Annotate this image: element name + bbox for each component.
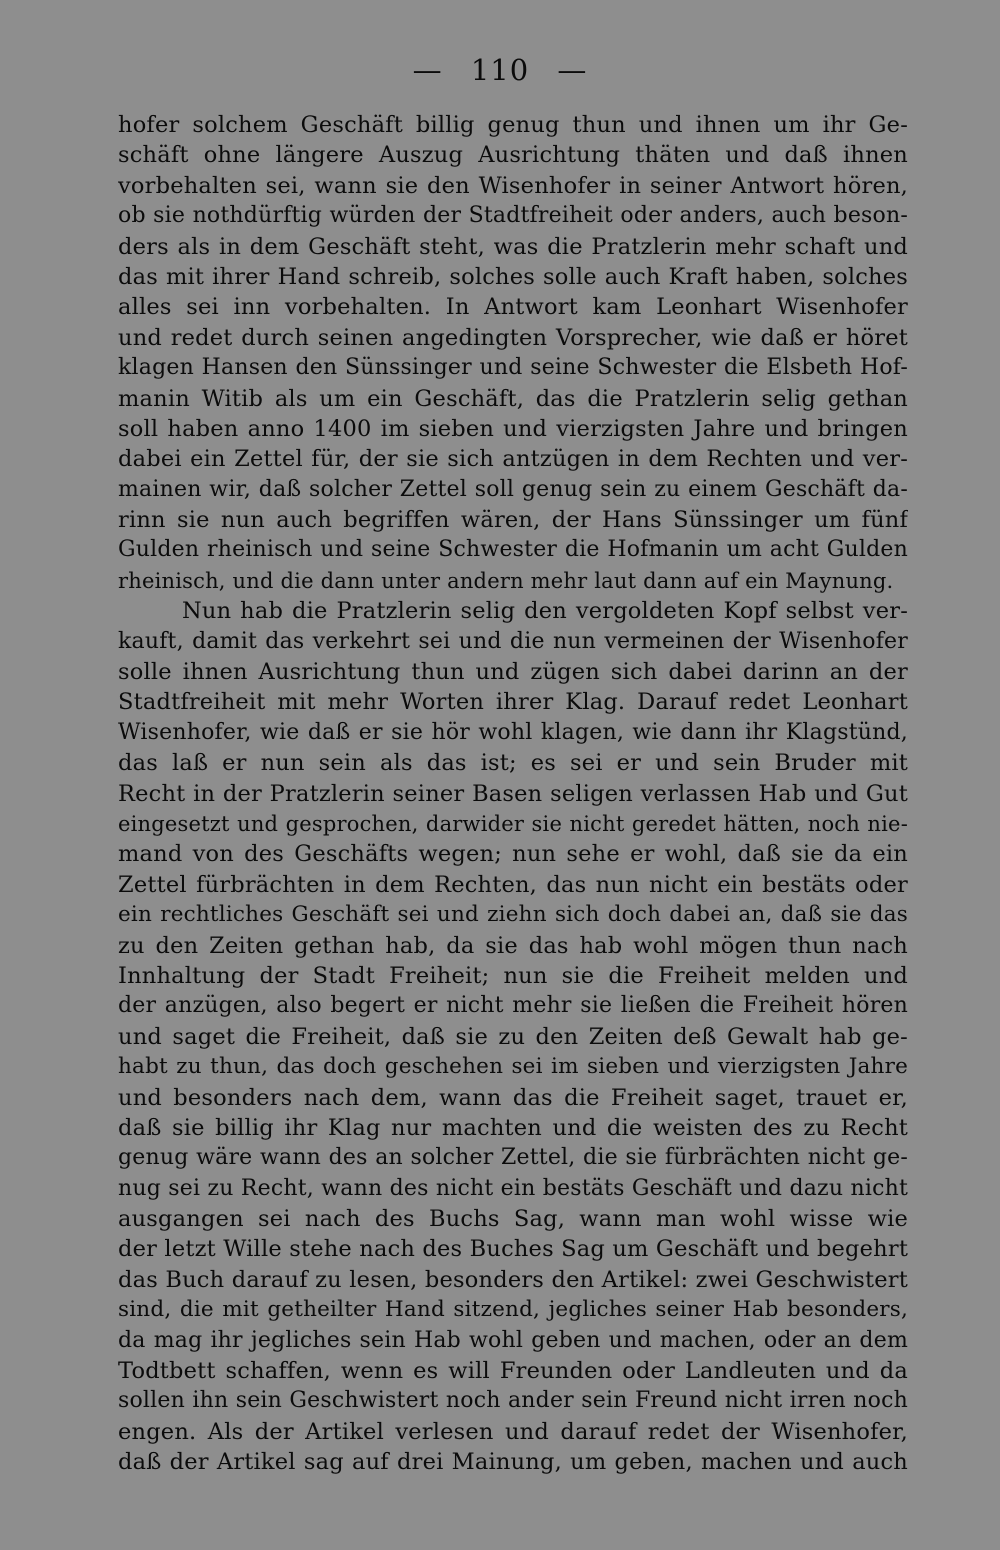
text-line: das laß er nun sein als das ist; es sei er und sein Bruder mit [118,750,908,777]
text-line: Zettel fürbrächten in dem Rechten, das nun nicht ein bestäts oder [118,871,908,898]
text-line: und redet durch seinen angedingten Vorsprecher, wie daß er höret [118,324,908,351]
text-line: und besonders nach dem, wann das die Freiheit saget, trauet er, [118,1084,908,1111]
text-line: ausgangen sei nach des Buchs Sag, wann man wohl wisse wie [118,1206,908,1233]
text-line: schäft ohne längere Auszug Ausrichtung thäten und daß ihnen [118,142,908,169]
text-line: vorbehalten sei, wann sie den Wisenhofer in seiner Antwort hören, [118,172,908,199]
text-line: mainen wir, daß solcher Zettel soll genug sein zu einem Geschäft da- [118,476,908,502]
text-line: ein rechtliches Geschäft sei und ziehn sich doch dabei an, daß sie das [118,902,908,928]
text-line: alles sei inn vorbehalten. In Antwort kam Leonhart Wisenhofer [118,294,908,321]
text-line: der anzügen, also begert er nicht mehr sie ließen die Freiheit hören [118,993,908,1019]
text-line: das mit ihrer Hand schreib, solches solle auch Kraft haben, solches [118,263,908,290]
text-line: nug sei zu Recht, wann des nicht ein bestäts Geschäft und dazu nicht [118,1175,908,1201]
text-line: Innhaltung der Stadt Freiheit; nun sie die Freiheit melden und [118,962,908,989]
text-line: mand von des Geschäfts wegen; nun sehe er wohl, daß sie da ein [118,841,908,868]
page-header [0,50,1000,90]
header-dash-right: — [557,53,588,87]
text-line: Recht in der Pratzlerin seiner Basen seligen verlassen Hab und Gut [118,780,908,807]
text-line: daß der Artikel sag auf drei Mainung, um geben, machen und auch [118,1449,908,1476]
text-line: und saget die Freiheit, daß sie zu den Zeiten deß Gewalt hab ge- [118,1023,908,1050]
text-line: Todtbett schaffen, wenn es will Freunden oder Landleuten und da [118,1358,908,1385]
text-line: kauft, damit das verkehrt sei und die nun vermeinen der Wisenhofer [118,628,908,654]
text-line: Stadtfreiheit mit mehr Worten ihrer Klag. Darauf redet Leonhart [118,689,908,716]
text-line: Gulden rheinisch und seine Schwester die Hofmanin um acht Gulden [118,537,908,563]
text-line: dabei ein Zettel für, der sie sich antzügen in dem Rechten und ver- [118,446,908,473]
text-line: sollen ihn sein Geschwistert noch ander sein Freund nicht irren noch [118,1388,908,1414]
text-line: rinn sie nun auch begriffen wären, der Hans Sünssinger um fünf [118,507,908,534]
text-line: das Buch darauf zu lesen, besonders den Artikel: zwei Geschwistert [118,1266,908,1293]
text-line: Wisenhofer, wie daß er sie hör wohl klagen, wie dann ihr Klagstünd, [118,719,908,745]
text-line: Nun hab die Pratzlerin selig den vergoldeten Kopf selbst ver- [182,598,908,625]
text-line: rheinisch, und die dann unter andern mehr laut dann auf ein Maynung. [118,568,894,593]
page-number: 110 [470,53,530,87]
header-dash-left: — [412,53,443,87]
text-line: hofer solchem Geschäft billig genug thun und ihnen um ihr Ge- [118,112,908,138]
text-line: genug wäre wann des an solcher Zettel, die sie fürbrächten nicht ge- [118,1145,908,1171]
text-line: zu den Zeiten gethan hab, da sie das hab wohl mögen thun nach [118,932,908,959]
text-line: habt zu thun, das doch geschehen sei im sieben und vierzigsten Jahre [118,1054,908,1080]
body-text [118,110,908,1478]
text-line: ob sie nothdürftig würden der Stadtfreiheit oder anders, auch beson- [118,203,908,229]
text-line: eingesetzt und gesprochen, darwider sie nicht geredet hätten, noch nie- [118,811,908,836]
text-line: der letzt Wille stehe nach des Buches Sag um Geschäft und begehrt [118,1236,908,1263]
text-line: da mag ihr jegliches sein Hab wohl geben und machen, oder an dem [118,1327,908,1353]
text-line: solle ihnen Ausrichtung thun und zügen sich dabei darinn an der [118,659,908,686]
text-line: daß sie billig ihr Klag nur machten und die weisten des zu Recht [118,1114,908,1141]
text-line: soll haben anno 1400 im sieben und vierzigsten Jahre und bringen [118,415,908,442]
text-line: klagen Hansen den Sünssinger und seine Schwester die Elsbeth Hof- [118,355,908,381]
text-line: ders als in dem Geschäft steht, was die Pratzlerin mehr schaft und [118,233,908,260]
text-line: manin Witib als um ein Geschäft, das die Pratzlerin selig gethan [118,385,908,412]
text-line: sind, die mit getheilter Hand sitzend, jegliches seiner Hab besonders, [118,1297,908,1323]
text-line: engen. Als der Artikel verlesen und darauf redet der Wisenhofer, [118,1418,908,1445]
